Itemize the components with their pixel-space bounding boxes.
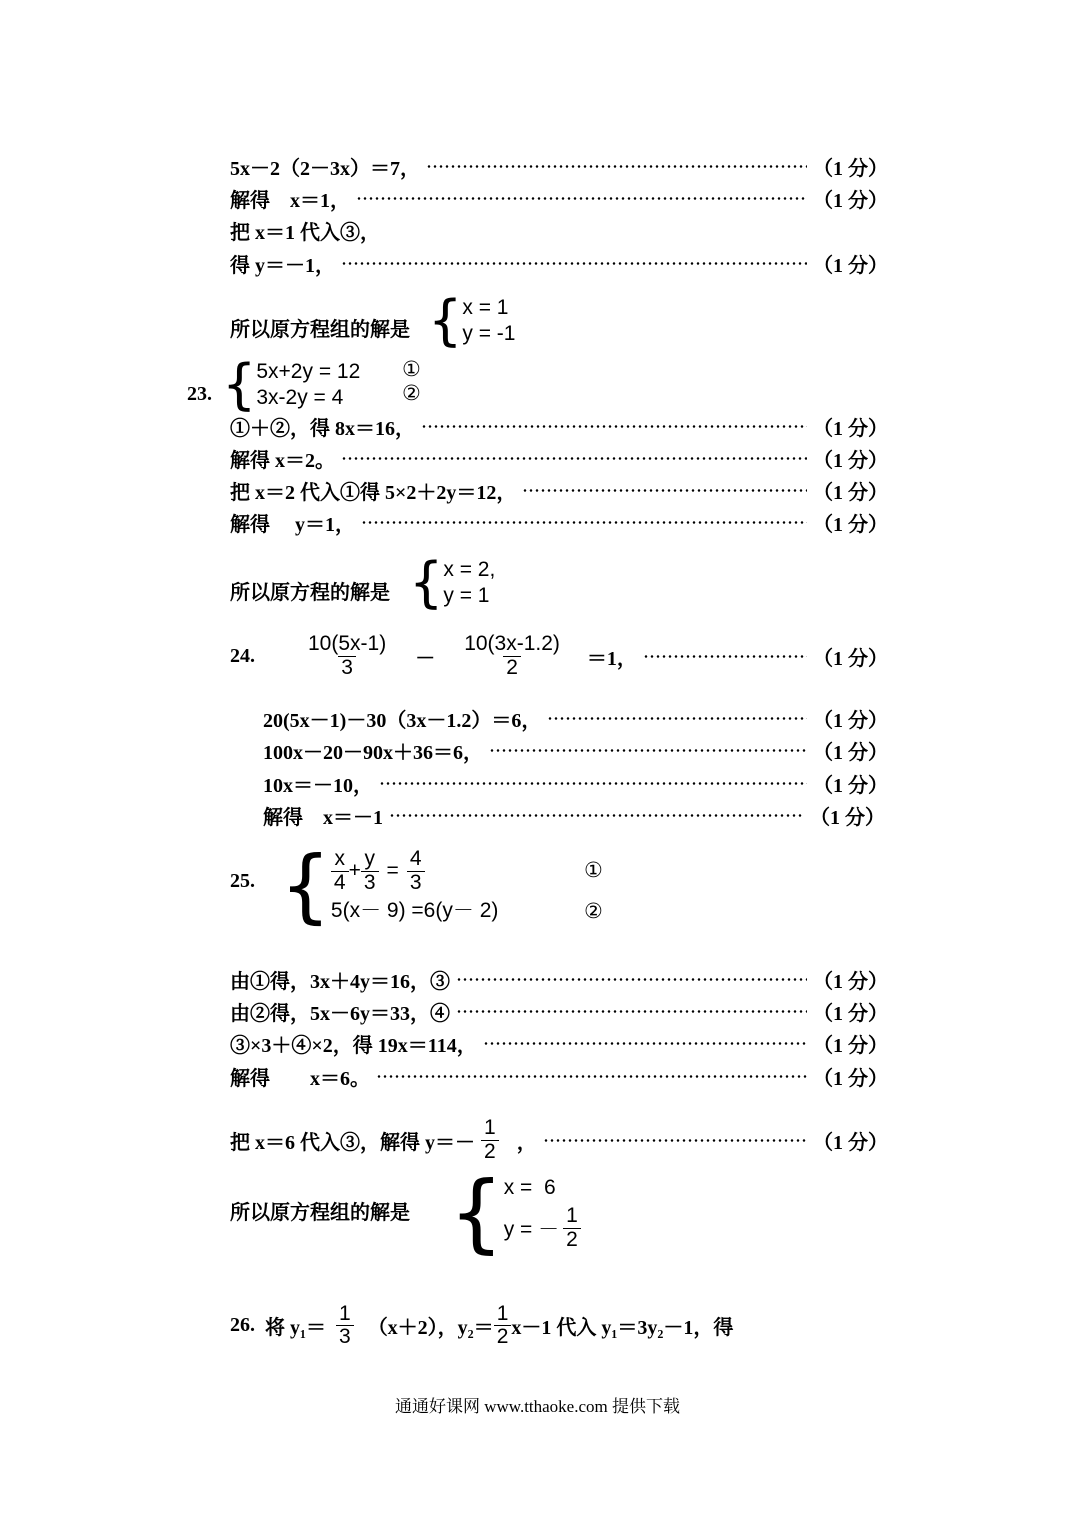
solution-system [428,289,516,352]
denominator: 3 [361,871,379,894]
dot-leader [376,1075,807,1078]
step-text: ③×3＋④×2，得 19x＝114， [230,1034,477,1057]
system-rows [462,294,515,348]
system-rows [443,556,495,610]
dot-leader [543,1139,807,1142]
equation-marker: ② [584,899,603,923]
score: （1 分） [813,1131,888,1154]
dot-leader [341,457,807,460]
fraction [494,1303,512,1348]
denominator: 2 [563,1228,581,1251]
score: （1 分） [813,970,888,993]
denominator: 3 [336,1325,354,1348]
dot-leader [547,717,807,720]
problem-number: 24. [230,644,255,667]
numerator: 4 [409,847,422,871]
system-row: x = 6 [503,1176,556,1200]
system-row: x = 2, [443,558,496,581]
step-text: 把 x＝2 代入①得 5×2＋2y＝12， [230,481,517,504]
numerator: 1 [484,1116,496,1140]
dot-leader [379,782,807,785]
numerator: 1 [496,1302,509,1325]
step-line [263,734,888,766]
system-row [331,848,498,893]
step-text: 10x＝－10， [263,774,373,797]
step-line [230,632,888,679]
problem-number: 25. [230,870,255,892]
problem-number: 26. [230,1314,255,1337]
step-line [263,799,885,831]
step-text: 20(5x－1)－30（3x－1.2）＝6， [263,709,542,732]
dot-leader [483,1042,807,1045]
denominator: 3 [407,871,425,894]
step-line [230,214,888,246]
equation-marker: ① [402,357,421,381]
score: （1 分） [813,157,888,180]
score: （1 分） [813,709,888,732]
solution-system [449,1163,581,1263]
system-rows [504,1170,581,1256]
score: （1 分） [813,1034,888,1057]
numerator: 10(3x-1.2) [464,632,560,656]
score: （1 分） [813,481,888,504]
step-line [230,474,888,506]
step-text: 5x－2（2－3x）＝7， [230,157,420,180]
dot-leader [643,655,807,658]
step-text: ， [516,1131,537,1154]
score: （1 分） [813,417,888,440]
left-brace: { [449,1163,504,1263]
denominator: 2 [481,1140,499,1163]
numerator: 1 [566,1204,578,1228]
dot-leader [426,165,807,168]
minus-sign: － [415,647,436,670]
dot-leader [356,197,807,200]
dot-leader [456,978,807,981]
step-text: 把 x＝1 代入③， [230,221,380,244]
equation-system [222,353,361,416]
step-text: 100x－20－90x＋36＝6， [263,741,483,764]
dot-leader [489,749,807,752]
solution-label: 所以原方程的解是 [230,582,390,604]
denominator: 3 [338,656,356,679]
equation-marker: ① [584,858,603,882]
page-footer: 通通好课网 www.tthaoke.com 提供下载 [394,1397,681,1416]
system-rows [331,846,498,926]
fraction [563,1205,581,1250]
step-line [230,1110,888,1170]
denominator: 2 [503,656,521,679]
score: （1 分） [813,449,888,472]
step-text: 得 y＝－1， [230,254,335,277]
score: （1 分） [813,1067,888,1090]
score: （1 分） [813,1002,888,1025]
step-text: 解得 x＝6。 [230,1067,370,1090]
step-line [230,506,888,538]
system-row: 3x-2y = 4 [256,386,344,409]
denominator: 4 [331,871,349,894]
problem-26-line [230,1303,733,1348]
step-text: 由②得，5x－6y＝33，④ [230,1002,450,1025]
step-text: 解得 x＝－1 [263,806,383,829]
step-line [230,410,888,442]
system-row: 5x+2y = 12 [256,360,361,383]
step-text: 解得 y＝1， [230,513,355,536]
system-row: x = 1 [462,296,509,319]
dot-leader [341,262,807,265]
left-brace: { [409,551,444,614]
problem-number: 23. [187,383,212,405]
dot-leader [389,814,804,817]
row-text: y = － [503,1218,560,1241]
dot-leader [522,489,807,492]
dot-leader [421,425,807,428]
score: （1 分） [810,806,885,829]
numerator: 1 [339,1302,351,1325]
score: （1 分） [813,774,888,797]
fraction [407,848,425,893]
system-row: y = 1 [443,584,490,607]
step-text: 将 y₁＝ [265,1317,326,1340]
step-line [230,150,888,182]
dot-leader [456,1010,807,1013]
score: （1 分） [813,741,888,764]
system-rows [256,358,360,412]
score: （1 分） [813,189,888,212]
system-row: y = -1 [462,322,516,345]
step-line [263,767,888,799]
step-text: x－1 代入 y₁＝3y₂－1，得 [511,1317,734,1340]
dot-leader [361,521,807,524]
step-line [263,702,888,734]
fraction [331,848,349,893]
step-line [230,995,888,1027]
step-text: 解得 x＝1， [230,189,350,212]
plus-sign: + [348,859,361,882]
system-row [504,1205,581,1250]
solution-label: 所以原方程组的解是 [230,1202,410,1224]
step-text: 解得 x＝2。 [230,449,335,472]
step-line [230,1060,888,1092]
step-text: 把 x＝6 代入③，解得 y＝－ [230,1131,475,1154]
step-line [230,1027,888,1059]
fraction [461,633,563,678]
score: （1 分） [813,647,888,670]
step-line [230,442,888,474]
numerator: 10(5x-1) [308,632,387,656]
equation-system [280,839,499,932]
fraction [305,633,389,678]
numerator: y [364,847,375,871]
step-text: 由①得，3x＋4y＝16，③ [230,970,450,993]
step-text: ①＋②，得 8x＝16， [230,417,415,440]
fraction [481,1117,499,1162]
equals-sign: = [386,859,399,882]
system-row: 5(x－ 9) =6(y－ 2) [330,898,499,922]
step-line [230,247,888,279]
solution-system [409,551,496,614]
numerator: x [334,847,345,871]
score: （1 分） [813,254,888,277]
left-brace: { [222,353,257,416]
left-brace: { [280,839,331,932]
step-text: （x＋2），y₂＝ [367,1317,494,1340]
equation-marker: ② [402,381,421,405]
step-line [230,182,888,214]
solution-label: 所以原方程组的解是 [230,319,410,341]
step-line [230,963,888,995]
rhs-text: ＝1， [586,647,637,670]
score: （1 分） [813,513,888,536]
left-brace: { [428,289,463,352]
denominator: 2 [494,1325,512,1348]
fraction [361,848,379,893]
fraction [336,1303,354,1348]
